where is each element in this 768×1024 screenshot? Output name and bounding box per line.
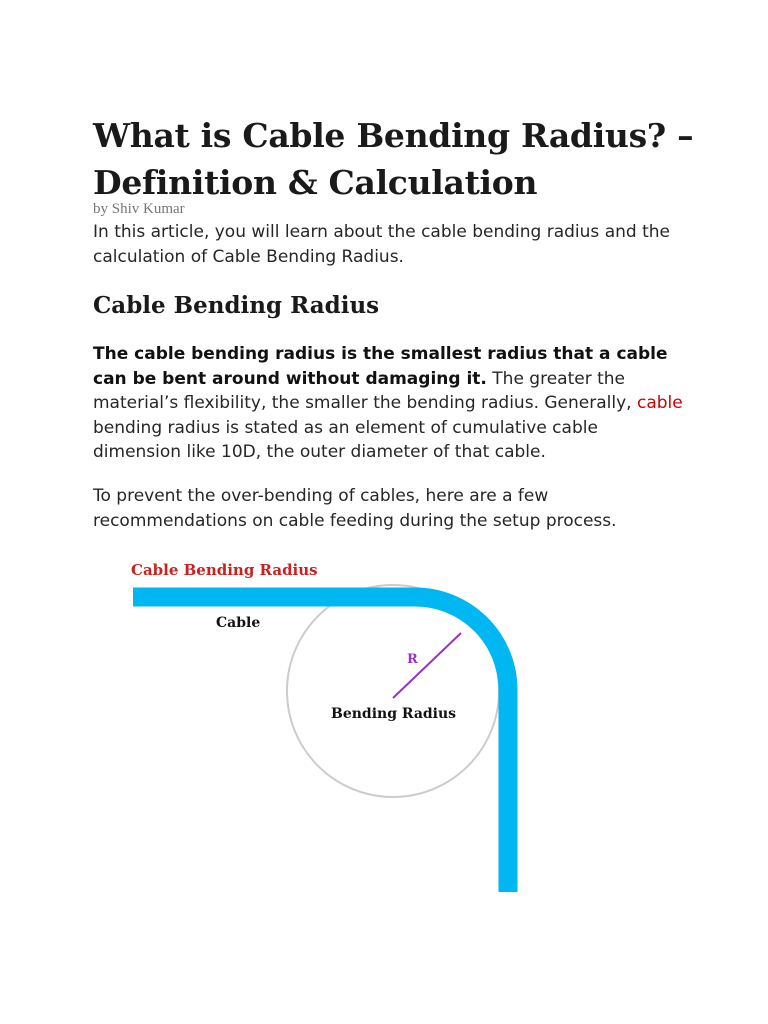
diagram-title: Cable Bending Radius: [131, 561, 318, 579]
bending-radius-label: Bending Radius: [331, 706, 457, 722]
section-heading: Cable Bending Radius: [93, 292, 380, 319]
radius-r-label: R: [407, 652, 418, 667]
intro-paragraph: In this article, you will learn about the cable bending radius and the calculation of Cable Bending Radius.: [93, 222, 670, 267]
cable-label: Cable: [216, 615, 261, 631]
definition-bold-text: The cable bending radius is the smallest radius that a cable can be bent around without damaging it.: [93, 344, 668, 389]
definition-text-b: bending radius is stated as an element of cumulative cable dimension like 10D, the outer diameter of that cable.: [93, 417, 598, 462]
radius-line: [393, 633, 461, 698]
definition-text-a: The greater the material’s flexibility, the smaller the bending radius. Generally,: [93, 368, 637, 413]
bending-radius-diagram: [0, 540, 768, 920]
article-title: What is Cable Bending Radius? – Definition & Calculation: [93, 116, 694, 202]
definition-paragraph: [93, 342, 683, 465]
recommendation-paragraph: To prevent the over-bending of cables, here are a few recommendations on cable feeding during the setup process.: [93, 486, 617, 531]
cable-link[interactable]: cable: [636, 393, 683, 413]
author-byline[interactable]: by Shiv Kumar: [93, 201, 185, 217]
